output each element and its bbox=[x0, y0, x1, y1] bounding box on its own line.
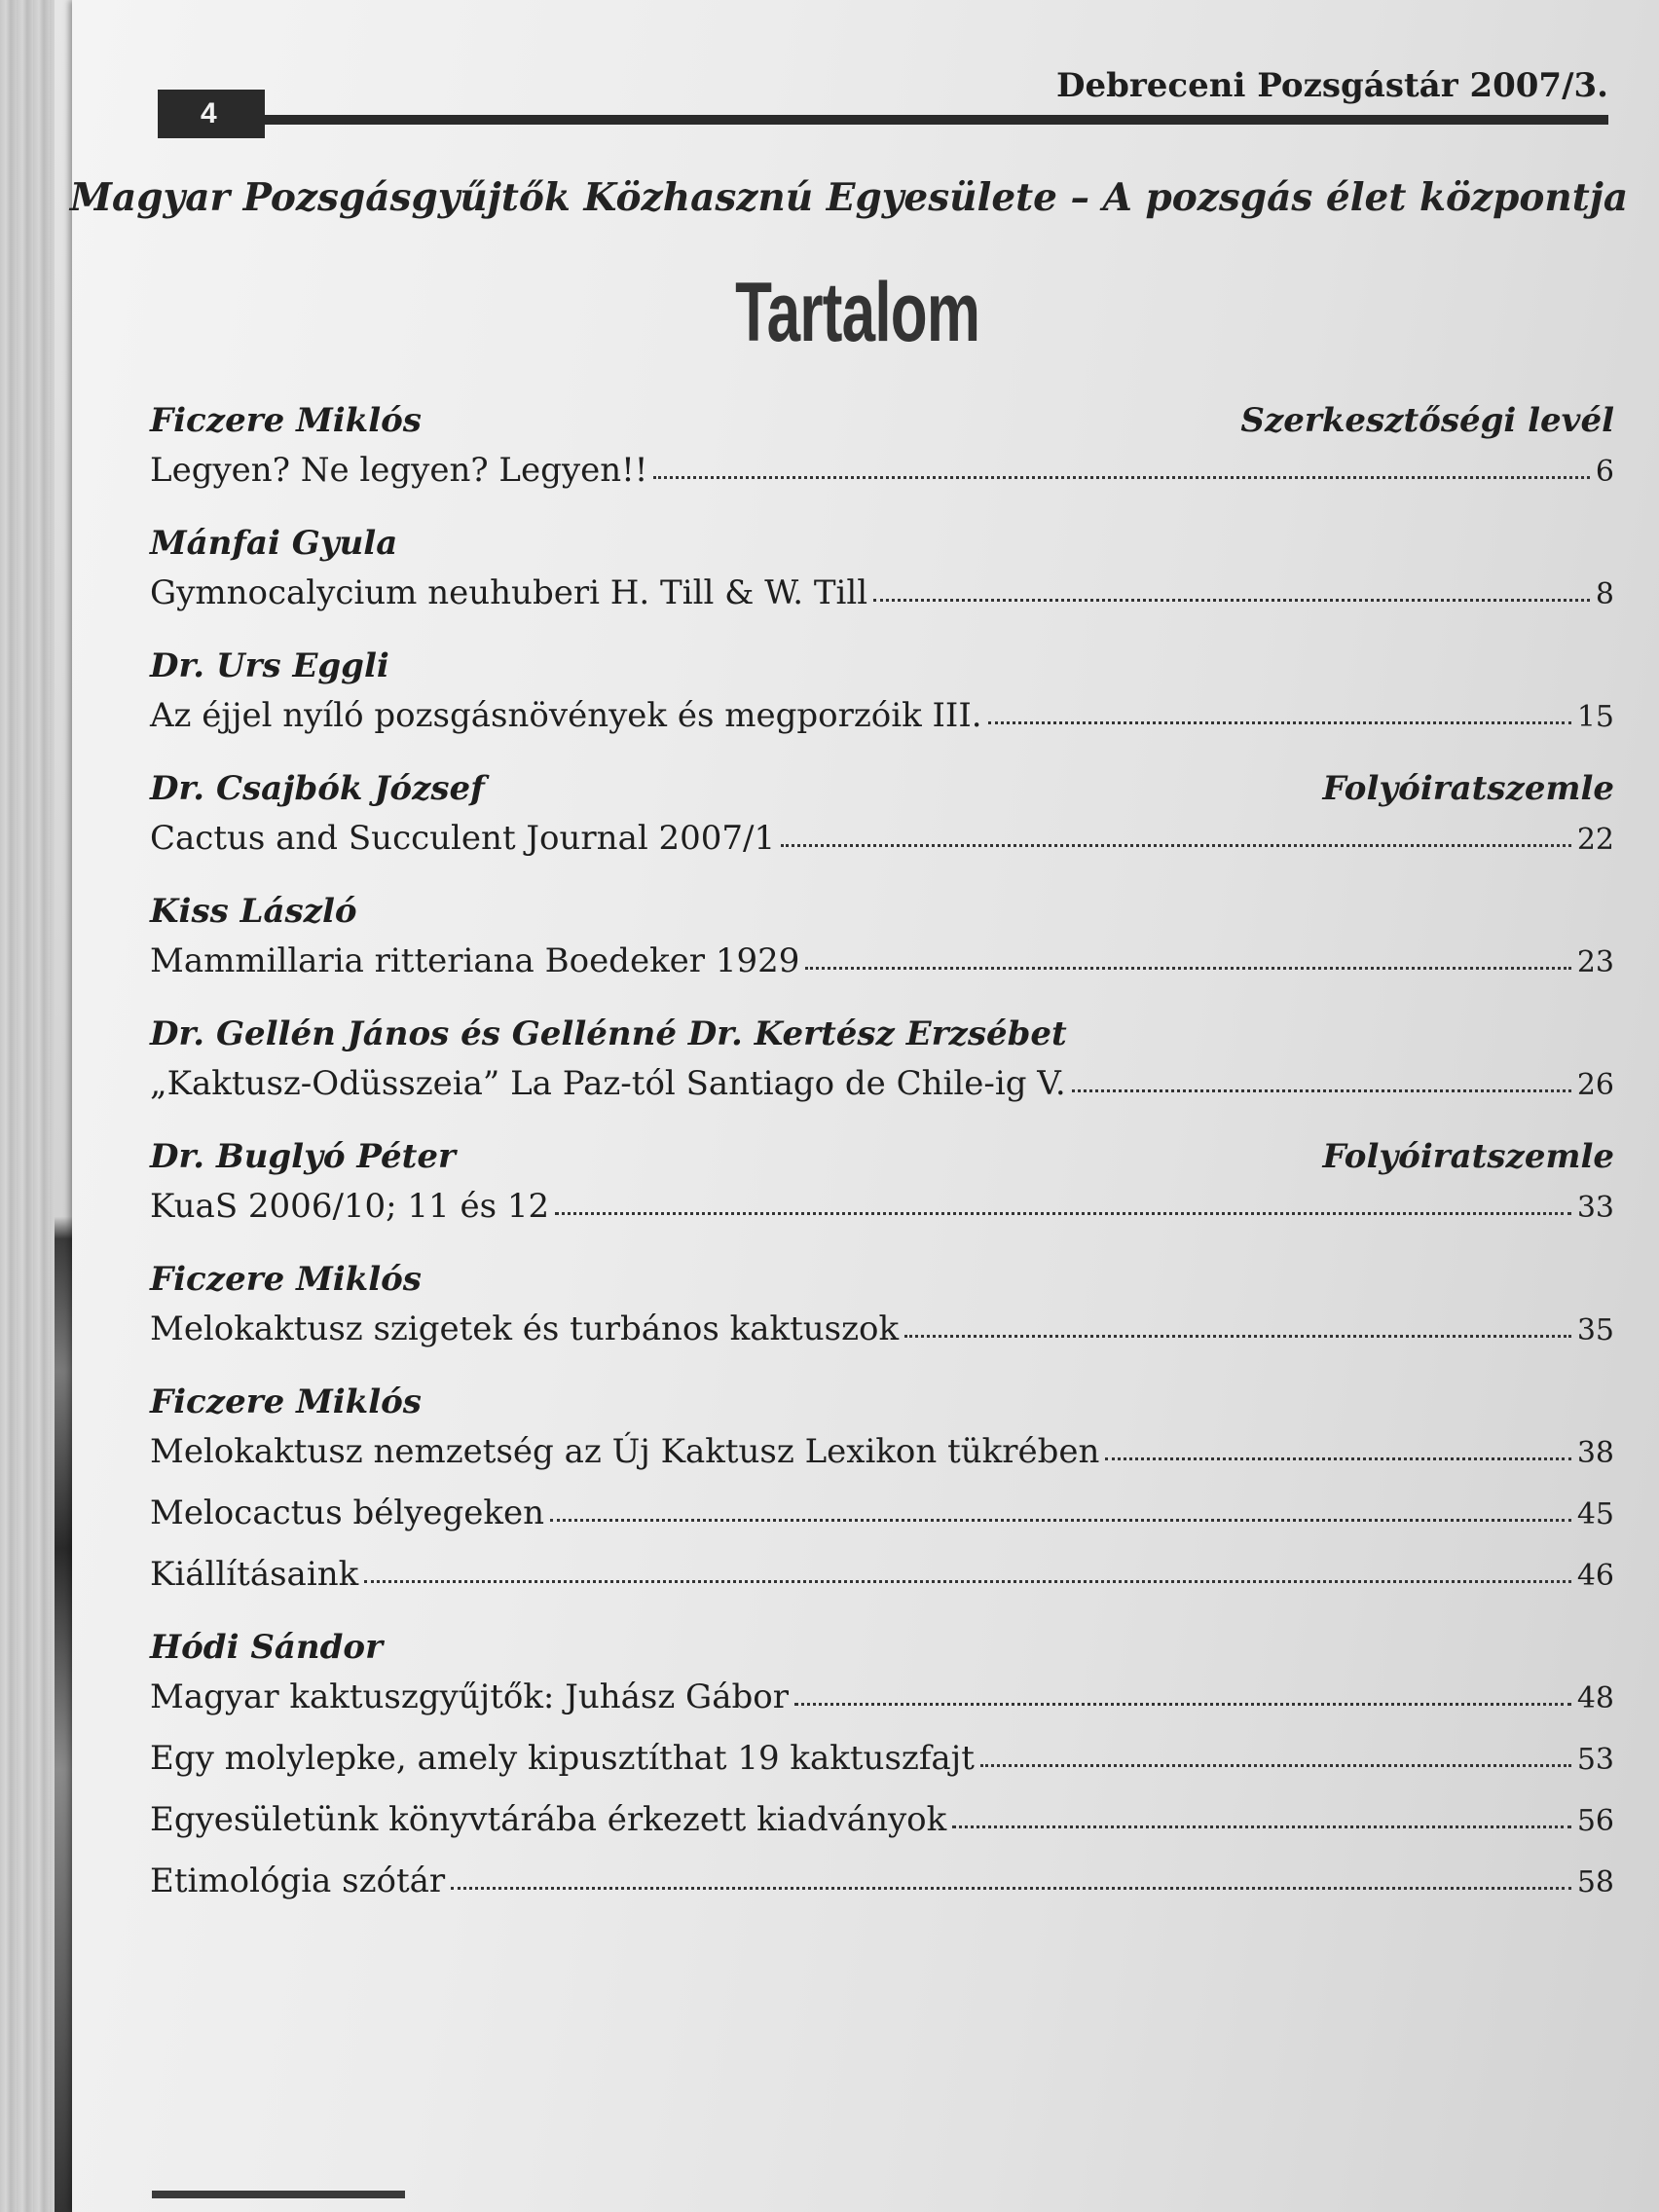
toc-author-row bbox=[150, 635, 1614, 696]
dot-leader bbox=[364, 1579, 1571, 1583]
toc-author-row bbox=[150, 757, 1614, 819]
toc-author-row bbox=[150, 1003, 1614, 1064]
toc-page-number: 58 bbox=[1576, 1865, 1614, 1899]
toc-page-number: 8 bbox=[1595, 577, 1614, 611]
toc-section-label: Folyóiratszemle bbox=[1322, 768, 1614, 808]
toc-entry-row bbox=[150, 1064, 1614, 1125]
page-title: Tartalom bbox=[735, 266, 980, 359]
toc-entry-row bbox=[150, 941, 1614, 1003]
toc-page-number: 56 bbox=[1576, 1804, 1614, 1838]
dot-leader bbox=[781, 843, 1571, 847]
association-subtitle: Magyar Pozsgásgyűjtők Közhasznú Egyesülete – A pozsgás élet központja bbox=[69, 175, 1629, 220]
dot-leader bbox=[805, 966, 1570, 970]
toc-page-number: 26 bbox=[1576, 1068, 1614, 1102]
toc-author-row bbox=[150, 1125, 1614, 1187]
toc-page-number: 15 bbox=[1576, 700, 1614, 734]
toc-author: Dr. Buglyó Péter bbox=[150, 1136, 456, 1176]
toc-page-number: 6 bbox=[1595, 455, 1614, 489]
toc-page-number: 35 bbox=[1576, 1313, 1614, 1347]
toc-entry-row bbox=[150, 1309, 1614, 1371]
dot-leader bbox=[794, 1702, 1571, 1706]
toc-entry-title: Egyesületünk könyvtárába érkezett kiadványok bbox=[150, 1800, 947, 1839]
toc-entry-row bbox=[150, 1432, 1614, 1493]
toc-author: Mánfai Gyula bbox=[150, 523, 398, 563]
toc-author-row bbox=[150, 880, 1614, 941]
toc-author: Ficzere Miklós bbox=[150, 1259, 422, 1299]
toc-entry-title: Gymnocalycium neuhuberi H. Till & W. Till bbox=[150, 573, 868, 612]
dot-leader bbox=[988, 720, 1571, 724]
toc-author-row bbox=[150, 1371, 1614, 1432]
toc-author: Kiss László bbox=[150, 891, 357, 931]
toc-page-number: 22 bbox=[1576, 823, 1614, 857]
dot-leader bbox=[1072, 1088, 1571, 1092]
toc-author: Ficzere Miklós bbox=[150, 400, 422, 440]
toc-entry-title: Magyar kaktuszgyűjtők: Juhász Gábor bbox=[150, 1677, 789, 1716]
toc-entry-title: Az éjjel nyíló pozsgásnövények és megporzóik III. bbox=[150, 696, 982, 735]
toc-author: Dr. Csajbók József bbox=[150, 768, 485, 808]
dot-leader bbox=[451, 1886, 1571, 1890]
dot-leader bbox=[952, 1825, 1571, 1828]
dot-leader bbox=[1105, 1456, 1570, 1460]
toc-author: Dr. Urs Eggli bbox=[150, 645, 389, 685]
toc-page-number: 33 bbox=[1576, 1191, 1614, 1225]
toc-entry-title: Melokaktusz szigetek és turbános kaktuszok bbox=[150, 1309, 900, 1348]
dot-leader bbox=[980, 1763, 1571, 1767]
toc-page-number: 53 bbox=[1576, 1743, 1614, 1777]
toc-entry-title: KuaS 2006/10; 11 és 12 bbox=[150, 1187, 550, 1226]
toc-author: Dr. Gellén János és Gellénné Dr. Kertész Erzsébet bbox=[150, 1014, 1067, 1053]
toc-entry-row bbox=[150, 1800, 1614, 1862]
toc-entry-row bbox=[150, 696, 1614, 757]
toc-entry-row bbox=[150, 573, 1614, 635]
toc-entry-row bbox=[150, 1739, 1614, 1800]
dot-leader bbox=[904, 1334, 1571, 1338]
toc-author-row bbox=[150, 389, 1614, 451]
toc-page-number: 46 bbox=[1576, 1559, 1614, 1593]
toc-author: Ficzere Miklós bbox=[150, 1382, 422, 1421]
dot-leader bbox=[550, 1518, 1571, 1522]
toc-entry-title: Legyen? Ne legyen? Legyen!! bbox=[150, 451, 648, 490]
table-of-contents bbox=[150, 389, 1614, 1923]
toc-entry-title: Mammillaria ritteriana Boedeker 1929 bbox=[150, 941, 800, 980]
toc-author: Hódi Sándor bbox=[150, 1627, 383, 1667]
toc-entry-row bbox=[150, 1677, 1614, 1739]
header-rule bbox=[158, 115, 1608, 125]
toc-section-label: Szerkesztőségi levél bbox=[1240, 400, 1614, 440]
toc-page-number: 45 bbox=[1576, 1497, 1614, 1531]
dot-leader bbox=[873, 598, 1590, 602]
toc-entry-title: Kiállításaink bbox=[150, 1555, 359, 1594]
toc-entry-row bbox=[150, 1555, 1614, 1616]
toc-author-row bbox=[150, 1248, 1614, 1309]
page-number: 4 bbox=[158, 90, 265, 138]
toc-entry-row bbox=[150, 451, 1614, 512]
toc-author-row bbox=[150, 1616, 1614, 1677]
toc-entry-row bbox=[150, 1862, 1614, 1923]
toc-entry-title: Melokaktusz nemzetség az Új Kaktusz Lexikon tükrében bbox=[150, 1432, 1100, 1471]
toc-entry-row bbox=[150, 1187, 1614, 1248]
journal-title: Debreceni Pozsgástár 2007/3. bbox=[1056, 66, 1608, 105]
toc-entry-row bbox=[150, 1493, 1614, 1555]
toc-entry-title: „Kaktusz-Odüsszeia” La Paz-tól Santiago de Chile-ig V. bbox=[150, 1064, 1066, 1103]
toc-page-number: 38 bbox=[1576, 1436, 1614, 1470]
footer-rule bbox=[152, 2191, 405, 2198]
toc-entry-row bbox=[150, 819, 1614, 880]
toc-entry-title: Melocactus bélyegeken bbox=[150, 1493, 545, 1532]
toc-entry-title: Egy molylepke, amely kipusztíthat 19 kaktuszfajt bbox=[150, 1739, 975, 1778]
toc-author-row bbox=[150, 512, 1614, 573]
toc-entry-title: Etimológia szótár bbox=[150, 1862, 446, 1900]
dot-leader bbox=[555, 1211, 1571, 1215]
dot-leader bbox=[653, 475, 1589, 479]
toc-entry-title: Cactus and Succulent Journal 2007/1 bbox=[150, 819, 776, 858]
toc-page-number: 23 bbox=[1576, 945, 1614, 979]
toc-section-label: Folyóiratszemle bbox=[1322, 1136, 1614, 1176]
toc-page-number: 48 bbox=[1576, 1681, 1614, 1715]
